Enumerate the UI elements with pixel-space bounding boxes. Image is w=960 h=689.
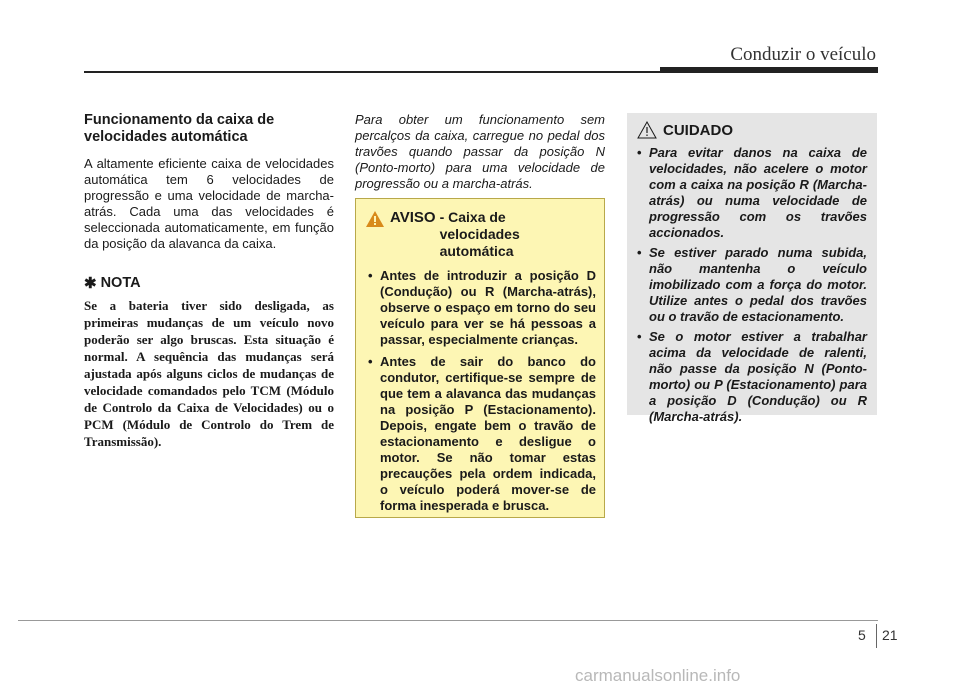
header-bar (660, 67, 878, 73)
nota-heading (84, 274, 334, 292)
aviso-heading (366, 209, 596, 260)
cuidado-list (637, 145, 867, 425)
chapter-number: 5 (858, 627, 866, 643)
star-icon: ✱ (84, 275, 97, 292)
cuidado-heading (637, 121, 867, 139)
list-item: • Antes de introduzir a posição D (Condução) ou R (Marcha-atrás), observe o espaço em torno do seu veículo para ver se há pessoas a passar, especialmente crianças. (366, 268, 596, 348)
list-item: • Antes de sair do banco do condutor, certifique-se sempre de que tem a alavanca das mudanças na posição P (Estacionamento). Depois, engate bem o travão de estacionamento e desligue o motor. Se não tomar estas precauções pela ordem indicada, o veículo poderá mover-se de forma inesperada e brusca. (366, 354, 596, 514)
section-title: Funcionamento da caixa de velocidades automática (84, 112, 275, 145)
cuidado-box (627, 113, 877, 424)
watermark: carmanualsonline.info (575, 666, 741, 685)
page-separator (876, 624, 877, 648)
header-rule (84, 71, 660, 73)
list-item: • Se o motor estiver a trabalhar acima da velocidade de ralenti, não passe da posição N (Ponto-morto) ou P (Estacionamento) para a posição D (Condução) ou R (Marcha-atrás). (637, 329, 867, 425)
aviso-subtitle: - Caixa de velocidades automática (439, 209, 520, 259)
intro-text: Para obter um funcionamento sem percalços da caixa, carregue no pedal dos travões quando passar da posição N (Ponto-morto) para uma velocidade de progressão ou a marcha-atrás. (355, 112, 605, 191)
aviso-box (355, 198, 605, 518)
nota-title: NOTA (100, 275, 141, 291)
aviso-label: AVISO (390, 209, 436, 226)
left-column (84, 112, 334, 450)
page-number: 21 (882, 627, 898, 643)
caution-triangle-icon (637, 121, 657, 139)
list-item: • Se estiver parado numa subida, não mantenha o veículo imobilizado com a força do motor. Utilize antes o pedal dos travões ou o travão de estacionamento. (637, 245, 867, 325)
nota-text: Se a bateria tiver sido desligada, as primeiras mudanças de um veículo novo poderão ser algo bruscas. Esta situação é normal. A sequência das mudanças será ajustada após alguns ciclos de mudanças de velocidade comandados pelo TCM (Módulo de Controlo da Caixa de Velocidades) ou o PCM (Módulo de Controlo do Trem de Transmissão). (84, 298, 334, 449)
cuidado-title: CUIDADO (663, 121, 733, 139)
list-item: • Para evitar danos na caixa de velocidades, não acelere o motor com a caixa na posição R (Marcha-atrás) ou numa velocidade de progressão com os travões accionados. (637, 145, 867, 241)
footer-rule (18, 620, 878, 621)
chapter-title: Conduzir o veículo (730, 44, 876, 65)
aviso-list (366, 268, 596, 514)
section-body: A altamente eficiente caixa de velocidades automática tem 6 velocidades de progressão e uma velocidade de marcha-atrás. Cada uma das velocidades é seleccionada automaticamente, em função da posição da alavanca da caixa. (84, 156, 334, 251)
warning-triangle-icon (366, 211, 384, 227)
